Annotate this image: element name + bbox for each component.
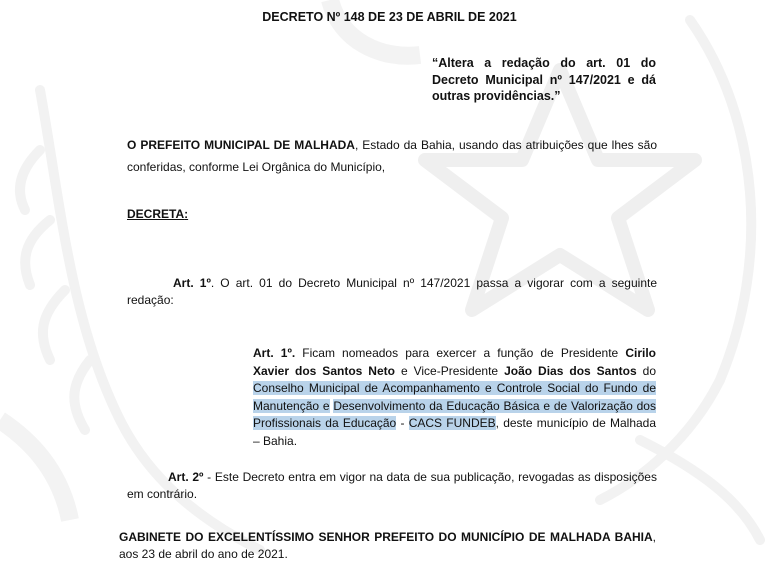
quote-label: Art. 1º. [253, 346, 296, 360]
cacs-fundeb-highlight: CACS FUNDEB [408, 416, 496, 430]
vice-president-name: João Dias dos Santos [504, 363, 637, 378]
article-1-text: . O art. 01 do Decreto Municipal nº 147/2021 passa a vigorar com a seguinte redação: [127, 276, 658, 307]
article-2-paragraph [127, 469, 657, 503]
closing-gabinete: GABINETE DO EXCELENTÍSSIMO SENHOR PREFEITO DO MUNICÍPIO DE MALHADA BAHIA [119, 530, 653, 544]
decreta-heading [127, 207, 188, 221]
quote-text-4: - [396, 416, 409, 430]
preamble-text: , Estado da Bahia, usando das atribuições que lhes são conferidas, conforme Lei Orgânica do Município, [127, 138, 658, 174]
article-2-text: - Este Decreto entra em vigor na data de sua publicação, revogadas as disposições em contrário. [127, 470, 657, 501]
quote-text-1: Ficam nomeados para exercer a função de Presidente [295, 346, 626, 360]
decreta-colon: : [184, 207, 189, 221]
article-1-paragraph [127, 275, 657, 309]
decreta-word: DECRETA [127, 207, 185, 221]
preamble-mayor: O PREFEITO MUNICIPAL DE MALHADA [127, 138, 355, 152]
council-name-highlight-2: Desenvolvimento da Educação Básica e de Valorização dos Profissionais da Educação [253, 398, 656, 430]
quote-text-2: e Vice-Presidente [394, 363, 505, 378]
preamble-paragraph [127, 134, 657, 178]
article-1-label: Art. 1º [173, 276, 211, 290]
president-name: Cirilo Xavier dos Santos Neto [253, 346, 656, 378]
council-name-highlight-1: Conselho Municipal de Acompanhamento e Controle Social do Fundo de Manutenção e [253, 381, 656, 413]
quote-text-3: do [636, 363, 657, 378]
quote-text-5: , deste município de Malhada – Bahia. [253, 416, 657, 448]
closing-date: , aos 23 de abril do ano de 2021. [119, 530, 656, 561]
amended-article-quote [253, 345, 656, 450]
closing-paragraph [119, 529, 656, 562]
decree-title: DECRETO Nº 148 DE 23 DE ABRIL DE 2021 [262, 10, 517, 24]
decree-ementa: “Altera a redação do art. 01 do Decreto Municipal nº 147/2021 e dá outras providências.” [432, 56, 656, 103]
article-2-label: Art. 2º [168, 470, 204, 484]
